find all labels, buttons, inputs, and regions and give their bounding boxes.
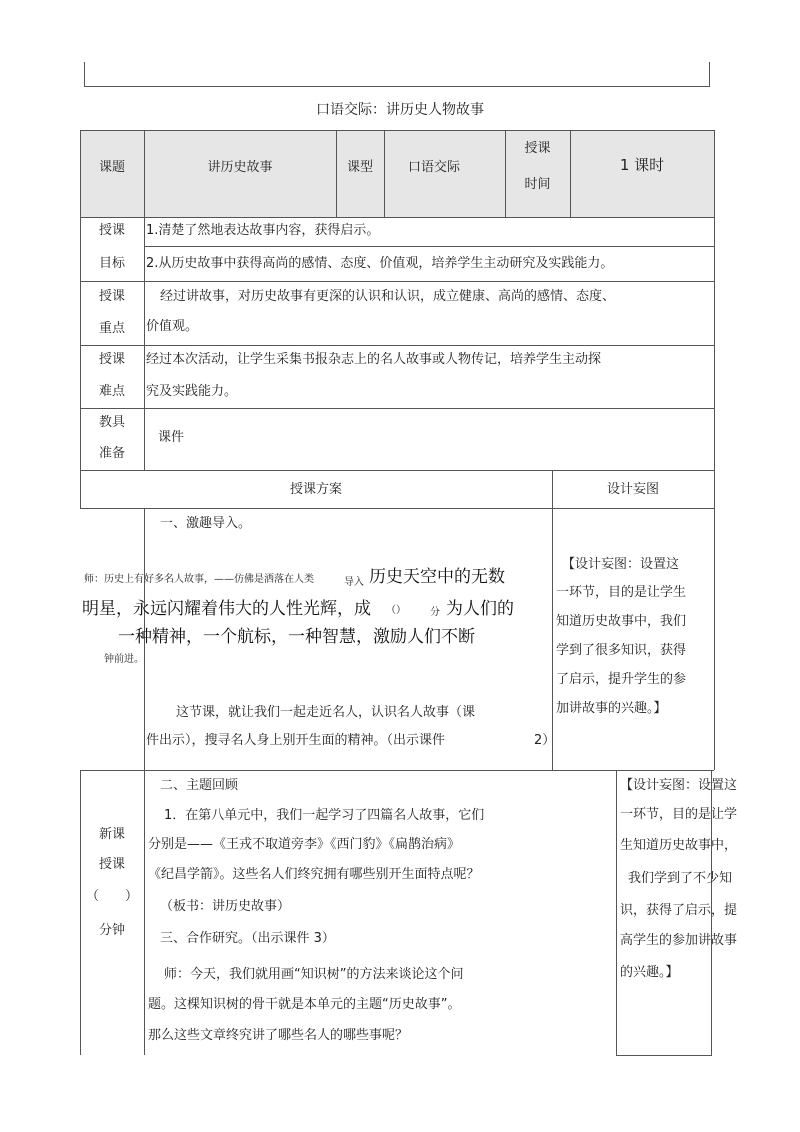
rule [714,508,715,770]
rule [616,1055,712,1056]
intro-small-import: 导入 [344,577,364,588]
rule [552,508,553,770]
top-rule-right-tick [709,62,710,86]
intro-heading: 一、激趣导入。 [160,516,252,531]
lesson-line: 二、主题回顾 [160,778,239,793]
rule [714,470,715,508]
value-type: 口语交际 [407,160,460,175]
new-lesson-label: 授课 [98,857,125,872]
intro-paren: （） [386,605,406,616]
rule [80,770,714,771]
label-time-2: 时间 [524,177,551,192]
design-note-2-line: 一环节，目的是让学 [620,807,738,822]
goal-1: 1.清楚了然地表达故事内容，获得启示。 [146,223,380,238]
new-lesson-label: 分钟 [98,923,125,938]
intro-big-line-1: 历史天空中的无数 [369,567,505,587]
label-tools-2: 准备 [98,446,125,461]
intro-para-1: 这节课，就让我们一起走近名人，认识名人故事（课 [176,705,476,720]
design-note-1-line: 加讲故事的兴趣。】 [556,701,667,716]
intro-fen: 分 [430,607,440,618]
design-note-2-line: 高学生的参加讲故事 [620,933,738,948]
new-lesson-label: （ ） [85,889,138,904]
lesson-line: 分别是——《王戎不取道旁李》《西门豹》《扁鹊治病》 [148,837,461,852]
rule [80,508,714,509]
label-focus-2: 重点 [98,321,125,336]
lesson-line: （板书：讲历史故事） [160,899,291,914]
difficulty-line-1: 经过本次活动，让学生采集书报杂志上的名人故事或人物传记，培养学生主动探 [146,352,602,367]
tools-value: 课件 [158,430,185,445]
design-note-2-line: 我们学到了不少知 [628,871,733,886]
rule [144,246,714,247]
design-header: 设计妄图 [606,482,659,497]
value-time: 1 课时 [619,156,665,174]
rule [714,130,715,470]
design-note-1-line: 知道历史故事中，我们 [556,614,687,629]
design-note-2-line: 识，获得了启示，提 [620,903,738,918]
rule [144,770,145,1055]
design-note-1-line: 【设计妄图：设置这 [562,557,680,572]
intro-para-2-num: 2） [534,733,556,748]
page-title: 口语交际：讲历史人物故事 [316,102,484,118]
rule [80,345,714,346]
rule [80,130,714,131]
focus-line-2: 价值观。 [146,319,199,334]
goal-2: 2.从历史故事中获得高尚的感情、态度、价值观，培养学生主动研究及实践能力。 [146,256,614,271]
intro-para-2: 件出示），搜寻名人身上别开生面的精神。（出示课件 [146,733,446,748]
rule [616,770,617,1055]
value-subject: 讲历史故事 [207,160,273,175]
intro-big-line-2a: 明星，永远闪耀着伟大的人性光辉，成 [82,599,371,619]
label-focus-1: 授课 [98,289,125,304]
lesson-line: 《纪昌学箭》。这些名人们终究拥有哪些别开生面特点呢？ [148,867,480,882]
intro-small-forward: 钟前进。 [104,654,144,665]
rule [80,281,714,282]
design-note-1-line: 学到了很多知识，获得 [556,643,687,658]
rule [144,345,145,408]
lesson-line: 师：今天，我们就用画“知识树”的方法来谈论这个问 [164,967,464,982]
label-goals-1: 授课 [98,223,125,238]
design-note-2-line: 的兴趣。】 [620,965,679,980]
label-difficulty-2: 难点 [98,384,125,399]
top-rule [84,86,710,87]
rule [80,470,714,471]
label-difficulty-1: 授课 [98,352,125,367]
lesson-line: 1．在第八单元中，我们一起学习了四篇名人故事，它们 [164,808,485,823]
label-goals-2: 目标 [98,256,125,271]
intro-big-line-2b: 为人们的 [446,599,514,619]
design-note-1-line: 了启示，提升学生的参 [556,672,687,687]
label-subject: 课题 [98,160,125,175]
design-note-1-line: 一环节，目的是让学生 [556,585,687,600]
label-tools-1: 教具 [98,415,125,430]
rule [144,217,145,281]
focus-line-1: 经过讲故事，对历史故事有更深的认识和认识，成立健康、高尚的感情、态度、 [160,289,616,304]
design-note-2-line: 【设计妄图：设置这 [620,778,738,793]
top-rule-left-tick [84,62,85,86]
intro-small-text: 师：历史上有好多名人故事，——仿佛是洒落在人类 [84,574,314,585]
plan-header: 授课方案 [289,482,342,497]
lesson-line: 那么这些文章终究讲了哪些名人的哪些事呢？ [148,1028,409,1043]
rule [80,408,714,409]
design-note-2-line: 生知道历史故事中， [620,838,738,853]
difficulty-line-2: 究及实践能力。 [146,384,238,399]
rule [144,408,145,470]
intro-big-line-3: 一种精神，一个航标，一种智慧，激励人们不断 [118,627,475,647]
label-time-1: 授课 [524,141,551,156]
rule [80,770,81,1055]
rule [144,281,145,345]
lesson-line: 题。这棵知识树的骨干就是本单元的主题“历史故事”。 [148,997,461,1012]
rule [80,217,714,218]
lesson-line: 三、合作研究。（出示课件 3） [160,931,335,946]
label-type: 课型 [346,160,373,175]
new-lesson-label: 新课 [98,827,125,842]
